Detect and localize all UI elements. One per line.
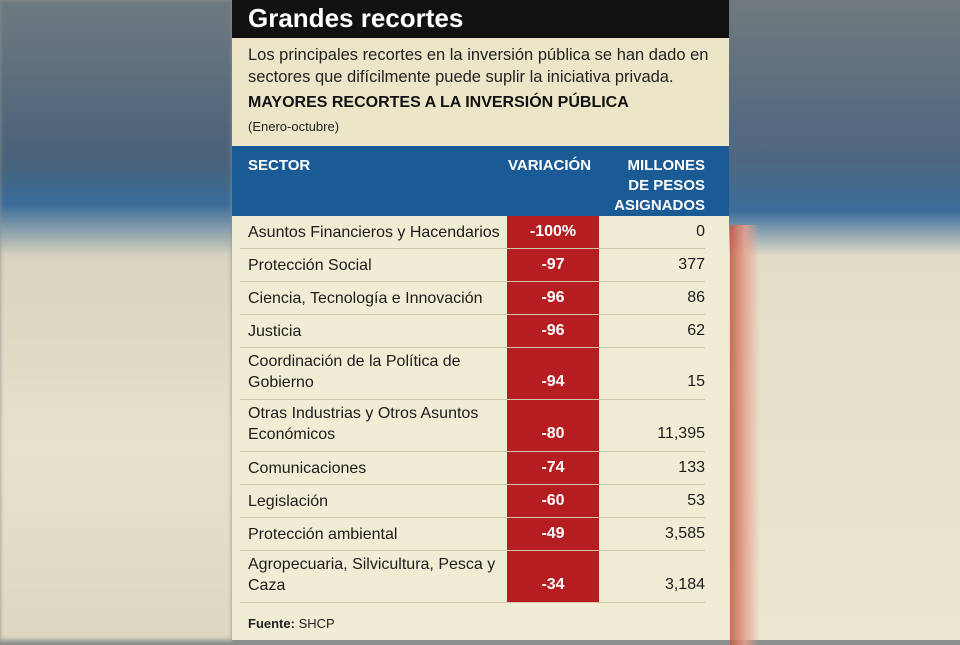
table-row bbox=[232, 485, 729, 518]
table-row bbox=[232, 249, 729, 282]
variation-value: -97 bbox=[541, 256, 565, 273]
table-row bbox=[232, 216, 729, 249]
amount-value: 3,585 bbox=[664, 525, 705, 542]
table-row bbox=[232, 315, 729, 348]
amount-value: 0 bbox=[696, 223, 705, 240]
sector-label: Ciencia, Tecnología e Innovación bbox=[248, 290, 483, 307]
table-row bbox=[232, 518, 729, 551]
variation-value: -100% bbox=[529, 223, 577, 240]
table-row bbox=[232, 400, 729, 452]
column-header-amount: MILLONES DE PESOS ASIGNADOS bbox=[614, 157, 705, 214]
amount-value: 86 bbox=[687, 289, 705, 306]
variation-value: -80 bbox=[541, 425, 565, 442]
sector-label: Otras Industrias y Otros Asuntos Económicos bbox=[248, 405, 479, 443]
sector-label: Coordinación de la Política de Gobierno bbox=[248, 353, 461, 391]
sector-label: Protección Social bbox=[248, 257, 372, 274]
sector-label: Protección ambiental bbox=[248, 526, 398, 543]
sector-label: Legislación bbox=[248, 493, 329, 510]
background-right bbox=[728, 0, 960, 640]
table-period: (Enero-octubre) bbox=[248, 119, 340, 134]
source-label: Fuente: bbox=[248, 616, 295, 631]
column-header-variation: VARIACIÓN bbox=[508, 157, 592, 174]
background-left bbox=[0, 0, 232, 640]
amount-value: 133 bbox=[678, 459, 705, 476]
intro-section bbox=[232, 38, 729, 146]
variation-value: -94 bbox=[541, 373, 565, 390]
amount-value: 3,184 bbox=[664, 576, 705, 593]
table-row bbox=[232, 452, 729, 485]
table-row bbox=[232, 282, 729, 315]
amount-value: 15 bbox=[687, 373, 705, 390]
table-row bbox=[232, 551, 729, 603]
source-note bbox=[248, 616, 335, 631]
amount-value: 377 bbox=[678, 256, 705, 273]
infographic-subtitle: Los principales recortes en la inversión pública se han dado en sectores que difícilmente puede suplir la iniciativa privada. bbox=[248, 46, 709, 86]
sector-label: Agropecuaria, Silvicultura, Pesca y Caza bbox=[248, 556, 496, 594]
variation-value: -74 bbox=[541, 459, 565, 476]
column-header-sector: SECTOR bbox=[248, 157, 311, 174]
background-stripe bbox=[730, 225, 760, 645]
variation-value: -34 bbox=[541, 576, 565, 593]
variation-value: -49 bbox=[541, 525, 565, 542]
sector-label: Comunicaciones bbox=[248, 460, 367, 477]
variation-value: -96 bbox=[541, 322, 565, 339]
table-header bbox=[232, 146, 729, 216]
table-title: MAYORES RECORTES A LA INVERSIÓN PÚBLICA bbox=[248, 94, 629, 111]
infographic-title: Grandes recortes bbox=[248, 3, 464, 33]
amount-value: 62 bbox=[687, 322, 705, 339]
sector-label: Asuntos Financieros y Hacendarios bbox=[248, 224, 500, 241]
row-divider bbox=[240, 602, 705, 603]
title-bar bbox=[232, 0, 729, 38]
variation-value: -96 bbox=[541, 289, 565, 306]
amount-value: 53 bbox=[687, 492, 705, 509]
infographic-card bbox=[232, 0, 729, 640]
variation-value: -60 bbox=[541, 492, 565, 509]
source-value: SHCP bbox=[298, 616, 335, 631]
sector-label: Justicia bbox=[248, 323, 302, 340]
amount-value: 11,395 bbox=[657, 425, 705, 442]
table-row bbox=[232, 348, 729, 400]
